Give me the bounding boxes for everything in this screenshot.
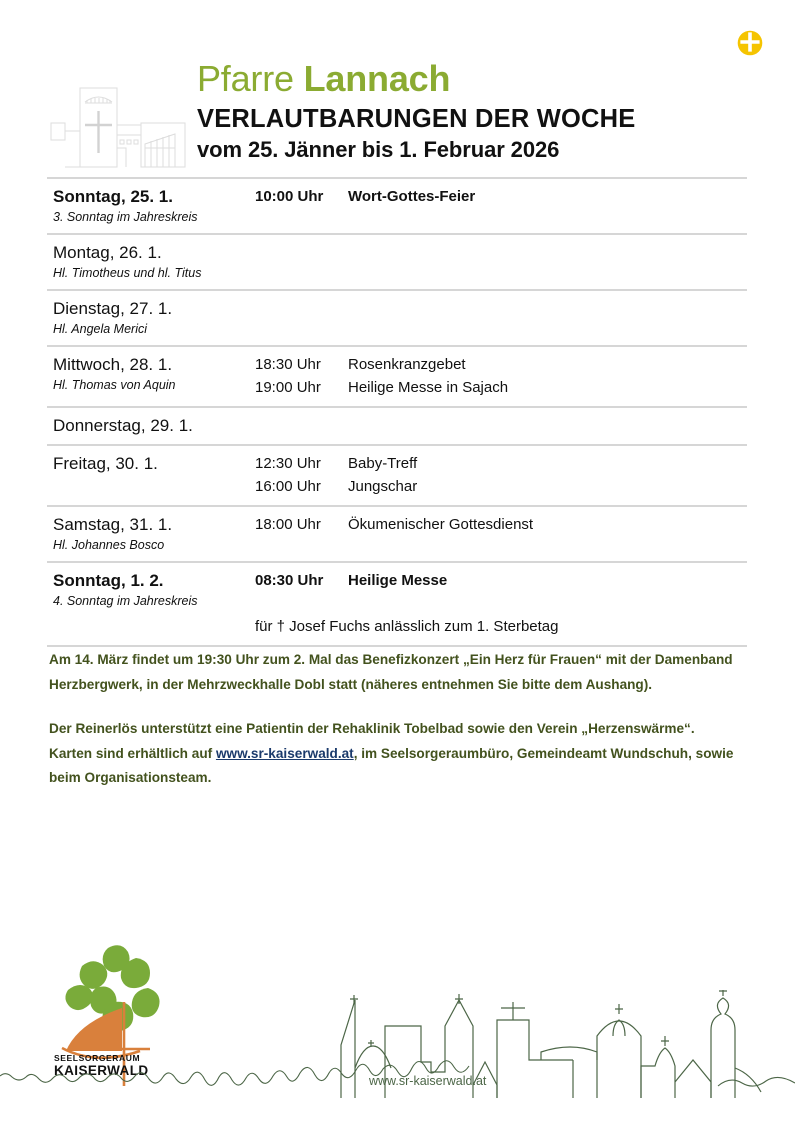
schedule-row	[47, 505, 747, 561]
schedule-day-cell	[47, 297, 255, 338]
schedule-event-time: 18:30 Uhr	[255, 356, 321, 373]
church-line-drawing-icon	[47, 78, 189, 170]
schedule-event-time: 18:00 Uhr	[255, 516, 321, 533]
page-subtitle: VERLAUTBARUNGEN DER WOCHE	[197, 105, 636, 133]
logo-text-line1: SEELSORGERAUM	[54, 1053, 141, 1063]
schedule-event-title: Heilige Messe in Sajach	[348, 378, 509, 396]
schedule-day-cell	[47, 452, 255, 498]
schedule-events-cell	[255, 353, 747, 399]
title-block	[197, 58, 757, 163]
schedule-event-title: Jungschar	[348, 477, 418, 495]
schedule-day-name: Samstag, 31. 1.	[53, 515, 173, 534]
schedule-day-name: Donnerstag, 29. 1.	[53, 416, 193, 435]
schedule-day-cell	[47, 414, 255, 437]
schedule-event-title: Heilige Messe	[348, 572, 448, 589]
schedule-day-saint: Hl. Timotheus und hl. Titus	[53, 266, 202, 280]
schedule-day-name: Mittwoch, 28. 1.	[53, 355, 173, 374]
schedule-event-title: Rosenkranzgebet	[348, 356, 466, 373]
schedule-row	[47, 406, 747, 444]
schedule-event	[255, 377, 747, 400]
schedule-day-cell	[47, 185, 255, 226]
schedule-empty-events	[255, 298, 747, 320]
schedule-day-name: Sonntag, 25. 1.	[53, 187, 173, 206]
ground-wave-line	[0, 1048, 795, 1108]
schedule-event	[255, 186, 747, 209]
page-footer	[0, 930, 795, 1124]
schedule-row	[47, 345, 747, 406]
page-title	[197, 58, 757, 100]
schedule-mass-intention-text: für † Josef Fuchs anlässlich zum 1. Sterbetag	[255, 617, 559, 635]
schedule-row	[47, 444, 747, 505]
announcement-part-1: Der Reinerlös unterstützt eine Patientin der Rehaklinik Tobelbad sowie den Verein „Herzenswärme“.	[49, 721, 695, 736]
schedule-event-title: Wort-Gottes-Feier	[348, 188, 476, 205]
schedule-event-title: Ökumenischer Gottesdienst	[348, 516, 534, 533]
weekly-schedule-table	[47, 177, 747, 647]
schedule-day-saint: Hl. Johannes Bosco	[53, 538, 165, 552]
schedule-day-name: Montag, 26. 1.	[53, 243, 162, 262]
schedule-events-cell	[255, 513, 747, 554]
schedule-event	[255, 514, 747, 537]
announcement-paragraph-1: Am 14. März findet um 19:30 Uhr zum 2. Mal das Benefizkonzert „Ein Herz für Frauen“ mit der Damenband Herzbergwerk, in der Mehrzweckhalle Dobl statt (näheres entnehmen Sie bitte dem Aushang).	[49, 652, 733, 692]
parish-prefix: Pfarre	[197, 58, 304, 99]
schedule-day-name: Dienstag, 27. 1.	[53, 299, 173, 318]
cross-badge-icon	[737, 30, 763, 56]
date-range: vom 25. Jänner bis 1. Februar 2026	[197, 137, 560, 162]
schedule-day-cell	[47, 513, 255, 554]
schedule-day-name: Freitag, 30. 1.	[53, 454, 158, 473]
schedule-row	[47, 233, 747, 289]
logo-sail	[66, 1008, 122, 1051]
schedule-events-cell	[255, 185, 747, 226]
schedule-event-time: 19:00 Uhr	[255, 378, 321, 396]
kaiserwald-website-link[interactable]: www.sr-kaiserwald.at	[215, 745, 354, 761]
parish-name: Lannach	[303, 58, 451, 99]
announcements-section	[49, 648, 735, 791]
schedule-day-cell	[47, 353, 255, 399]
schedule-empty-events	[255, 242, 747, 264]
schedule-row	[47, 561, 747, 647]
schedule-row	[47, 289, 747, 345]
schedule-event-time: 16:00 Uhr	[255, 477, 321, 495]
schedule-event	[255, 453, 747, 476]
schedule-day-cell	[47, 241, 255, 282]
announcement-part-after-link: , im Seelsorgeraumbüro, Gemeindeamt Wundschuh, sowie beim Organisationsteam.	[49, 745, 734, 785]
schedule-event-title: Baby-Treff	[348, 455, 418, 472]
schedule-event	[255, 570, 747, 593]
page-header	[0, 0, 795, 176]
schedule-day-saint: Hl. Thomas von Aquin	[53, 378, 176, 392]
schedule-day-cell	[47, 569, 255, 638]
schedule-events-cell	[255, 297, 747, 338]
schedule-day-saint: 4. Sonntag im Jahreskreis	[53, 594, 198, 608]
schedule-row	[47, 177, 747, 233]
schedule-events-cell	[255, 241, 747, 282]
schedule-events-cell	[255, 569, 747, 638]
schedule-event	[255, 476, 747, 499]
schedule-events-cell	[255, 414, 747, 437]
logo-text-line2: KAISERWALD	[54, 1063, 149, 1078]
schedule-events-cell	[255, 452, 747, 498]
schedule-empty-events	[255, 415, 747, 437]
schedule-day-saint: 3. Sonntag im Jahreskreis	[53, 210, 198, 224]
schedule-mass-intention	[255, 616, 747, 639]
schedule-day-name: Sonntag, 1. 2.	[53, 571, 164, 590]
announcement-paragraph-2	[49, 717, 735, 791]
schedule-day-saint: Hl. Angela Merici	[53, 322, 148, 336]
announcement-part-before-link: Karten sind erhältlich auf	[49, 745, 216, 761]
schedule-event-time: 12:30 Uhr	[255, 455, 321, 472]
schedule-event-time: 10:00 Uhr	[255, 188, 324, 205]
schedule-event-time: 08:30 Uhr	[255, 572, 324, 589]
schedule-event	[255, 354, 747, 377]
skyline-url: www.sr-kaiserwald.at	[369, 1074, 487, 1088]
